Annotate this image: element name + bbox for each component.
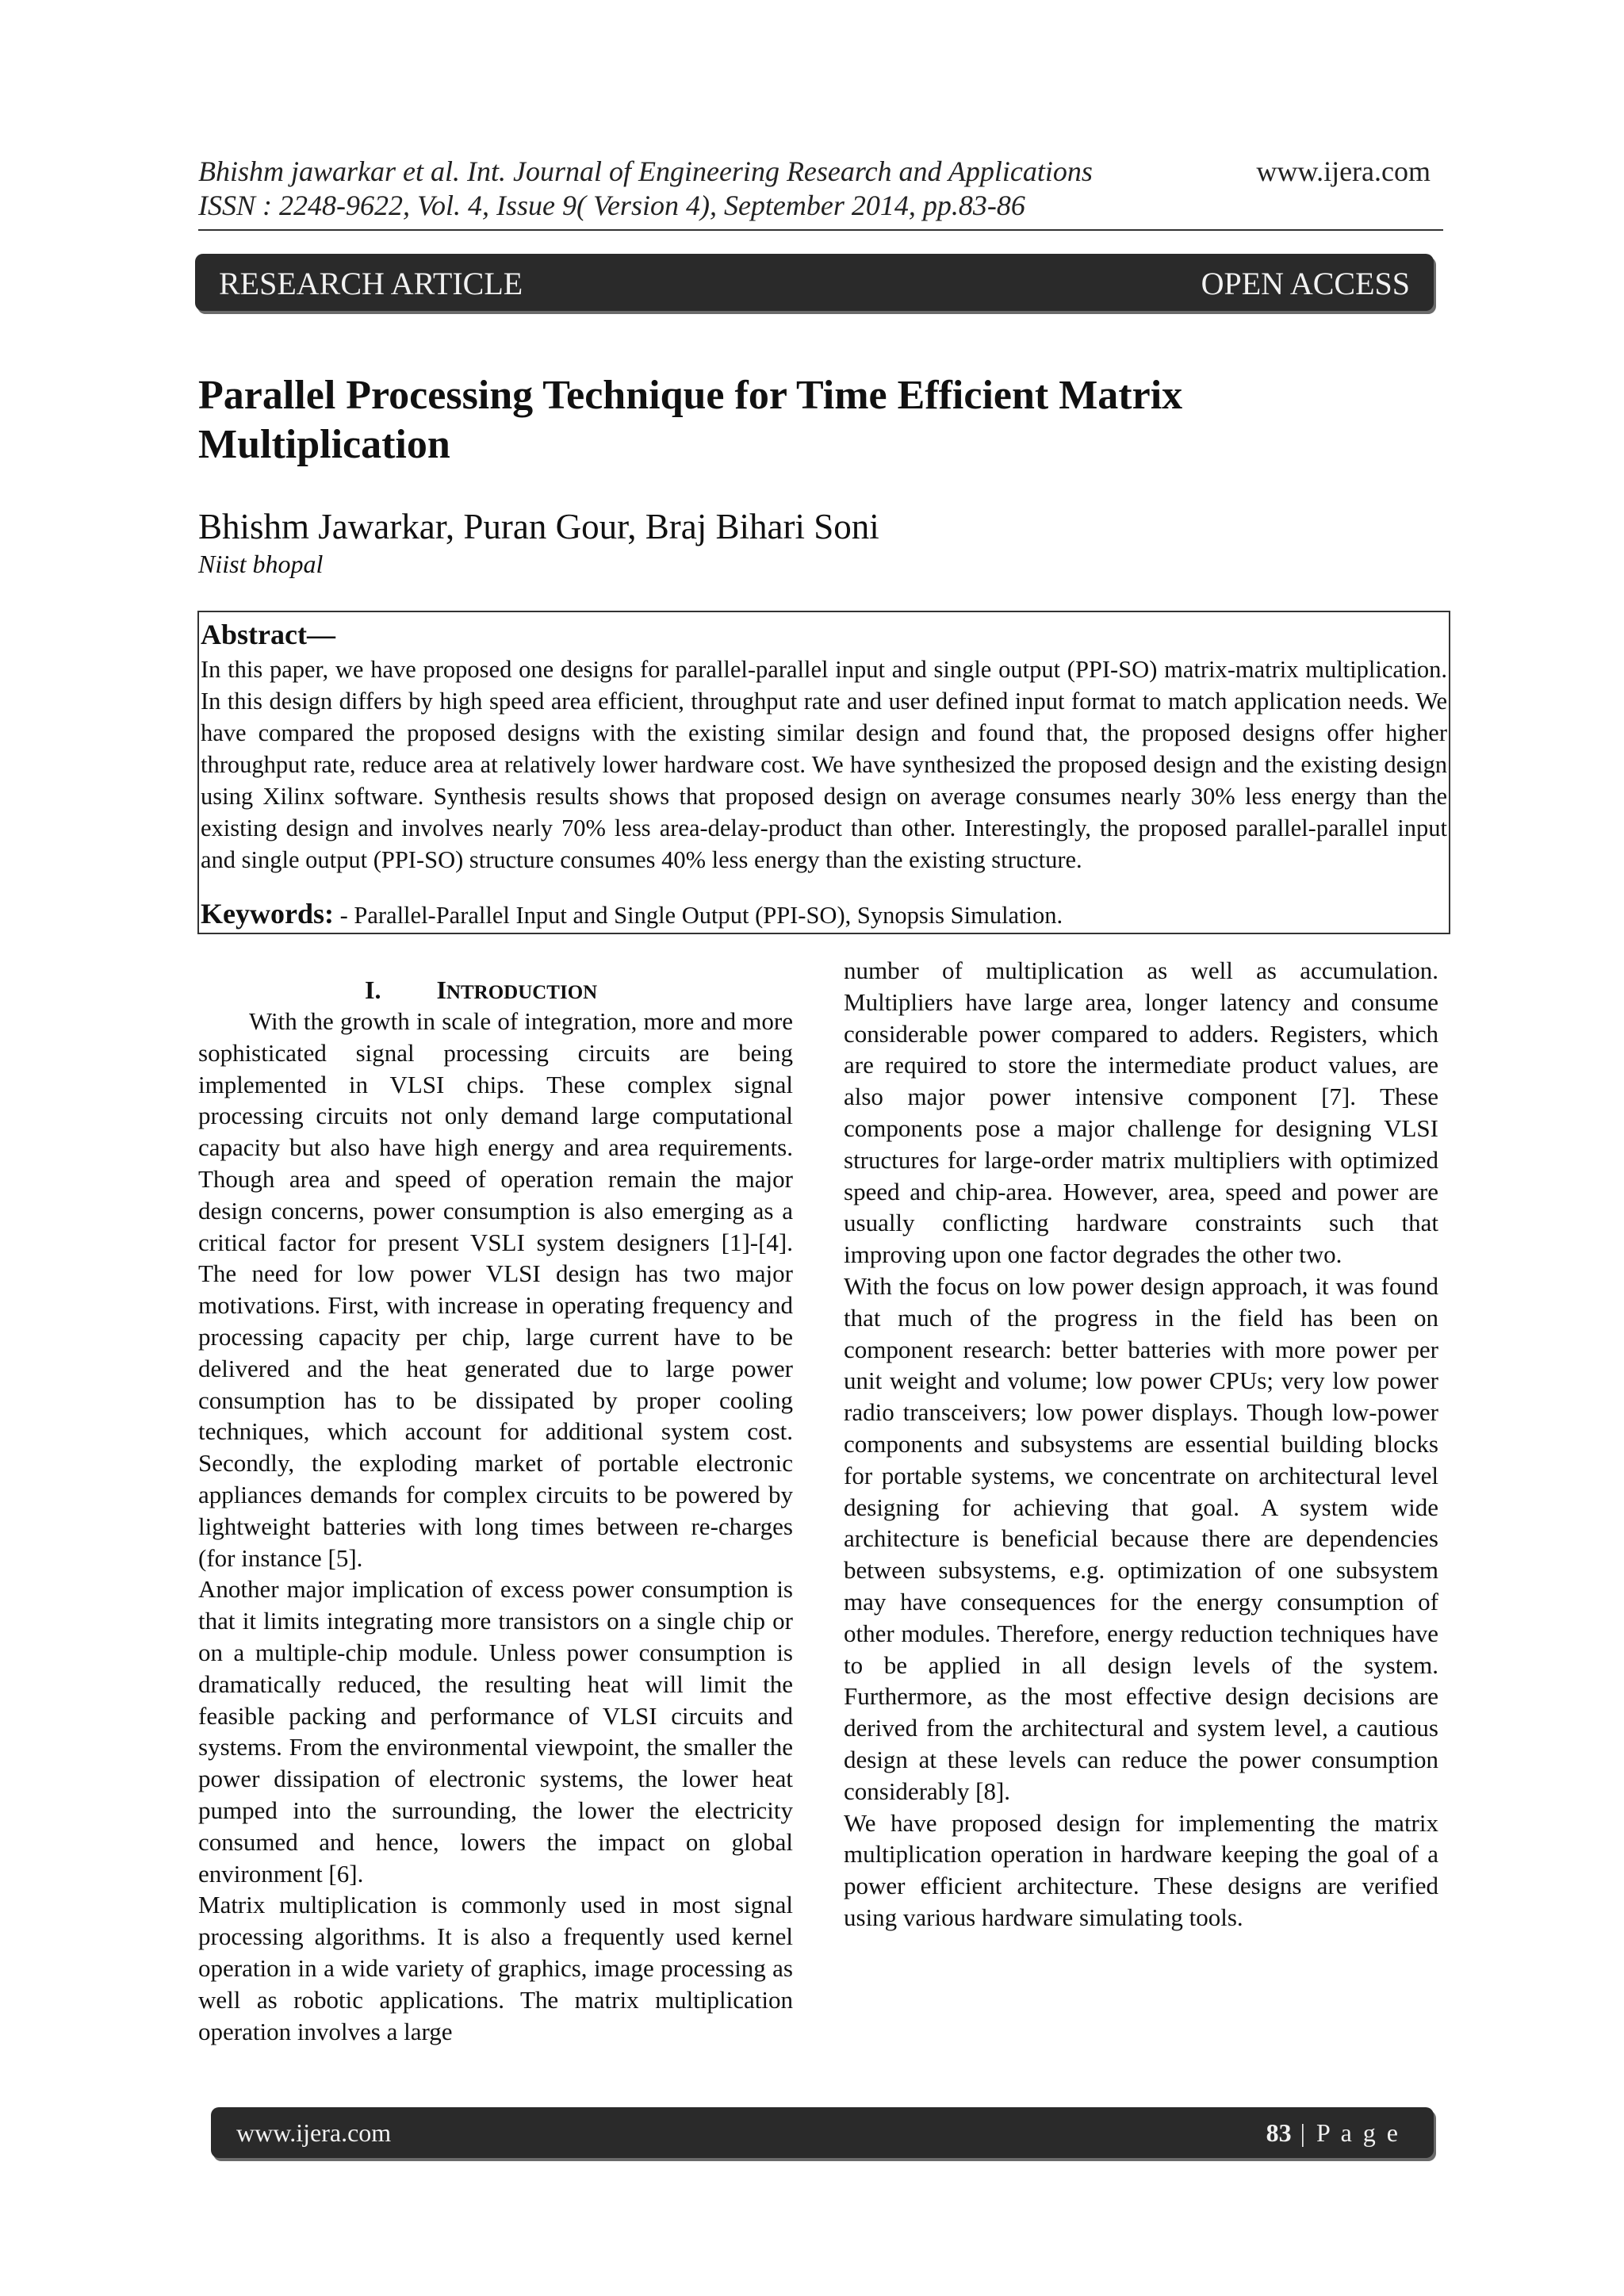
page-label: | P a g e bbox=[1291, 2118, 1400, 2147]
footer-website[interactable]: www.ijera.com bbox=[236, 2118, 392, 2147]
keywords-text: - Parallel-Parallel Input and Single Output (PPI-SO), Synopsis Simulation. bbox=[333, 902, 1063, 929]
page-number: 83 bbox=[1266, 2118, 1292, 2147]
citation-line-2: ISSN : 2248-9622, Vol. 4, Issue 9( Version 4), September 2014, pp.83-86 bbox=[198, 190, 1025, 221]
section-title-rest: NTRODUCTION bbox=[446, 982, 598, 1003]
section-heading-introduction bbox=[365, 974, 597, 1009]
right-column bbox=[844, 955, 1438, 1934]
article-type-banner bbox=[195, 254, 1434, 311]
header-divider bbox=[198, 229, 1443, 231]
left-column bbox=[198, 1006, 793, 2047]
abstract-box bbox=[197, 611, 1450, 934]
keywords bbox=[201, 898, 1063, 931]
right-paragraph-2: With the focus on low power design approach, it was found that much of the progress in the field has been on component research: better batteries with more power per unit weight and volume; low power CPUs; very low power radio transceivers; low power displays. Though low-power components and subsystems are essential building blocks for portable systems, we concentrate on architectural level designing for achieving that goal. A system wide architecture is beneficial because there are dependencies between subsystems, e.g. optimization of one subsystem may have consequences for the energy consumption of other modules. Therefore, energy reduction techniques have to be applied in all design levels of the system. Furthermore, as the most effective design decisions are derived from the architectural and system level, a cautious design at these levels can reduce the power consumption considerably [8]. bbox=[844, 1271, 1438, 1805]
right-paragraph-3: We have proposed design for implementing the matrix multiplication operation in hardware keeping the goal of a power efficient architecture. These designs are verified using various hardware simulating tools. bbox=[844, 1808, 1438, 1931]
left-paragraph-3: Matrix multiplication is commonly used in most signal processing algorithms. It is also a frequently used kernel operation in a wide variety of graphics, image processing as well as robotic applications. The matrix multiplication operation involves a large bbox=[198, 1891, 793, 2045]
research-article-label: RESEARCH ARTICLE bbox=[219, 266, 523, 301]
section-number: I. bbox=[365, 976, 381, 1004]
right-paragraph-1: number of multiplication as well as accumulation. Multipliers have large area, longer latency and consume considerable power compared to adders. Registers, which are required to store the intermediate product values, are also major power intensive component [7]. These components pose a major challenge for designing VLSI structures for large-order matrix multipliers with optimized speed and chip-area. However, area, speed and power are usually conflicting hardware constraints such that improving upon one factor degrades the other two. bbox=[844, 956, 1438, 1269]
open-access-label: OPEN ACCESS bbox=[1201, 266, 1410, 301]
paper-title: Parallel Processing Technique for Time Efficient Matrix Multiplication bbox=[198, 373, 1183, 467]
paper-authors: Bhishm Jawarkar, Puran Gour, Braj Bihari Soni bbox=[198, 507, 879, 546]
left-paragraph-2: Another major implication of excess power consumption is that it limits integrating more transistors on a single chip or on a multiple-chip module. Unless power consumption is dramatically reduced, the resulting heat will limit the feasible packing and performance of VLSI circuits and systems. From the environmental viewpoint, the smaller the power dissipation of electronic systems, the lower heat pumped into the surrounding, the lower the electricity consumed and hence, lowers the impact on global environment [6]. bbox=[198, 1575, 793, 1888]
section-title-initial: I bbox=[436, 976, 446, 1004]
journal-citation bbox=[198, 155, 1093, 223]
journal-website[interactable]: www.ijera.com bbox=[1256, 155, 1431, 187]
keywords-label: Keywords: bbox=[201, 898, 334, 930]
footer-page-number bbox=[1266, 2118, 1400, 2148]
left-paragraph-1: With the growth in scale of integration, more and more sophisticated signal processing circuits are being implemented in VLSI chips. These complex signal processing circuits not only demand large computational capacity but also have high energy and area requirements. Though area and speed of operation remain the major design concerns, power consumption is also emerging as a critical factor for present VSLI system designers [1]-[4]. The need for low power VLSI design has two major motivations. First, with increase in operating frequency and processing capacity per chip, large current have to be delivered and the heat generated due to large power consumption has to be dissipated by proper cooling techniques, which account for additional system cost. Secondly, the exploding market of portable electronic appliances demands for complex circuits to be powered by lightweight batteries with long times between re-charges (for instance [5]. bbox=[198, 1007, 793, 1572]
author-affiliation: Niist bhopal bbox=[198, 550, 324, 578]
page-footer bbox=[211, 2107, 1434, 2158]
citation-line-1: Bhishm jawarkar et al. Int. Journal of Engineering Research and Applications bbox=[198, 155, 1093, 187]
abstract-heading: Abstract— bbox=[201, 619, 335, 650]
abstract-text: In this paper, we have proposed one designs for parallel-parallel input and single output (PPI-SO) matrix-matrix multiplication. In this design differs by high speed area efficient, throughput rate and user defined input format to match application needs. We have compared the proposed designs with the existing similar design and found that, the proposed designs offer higher throughput rate, reduce area at relatively lower hardware cost. We have synthesized the proposed design and the existing design using Xilinx software. Synthesis results shows that proposed design on average consumes nearly 30% less energy than the existing design and involves nearly 70% less area-delay-product than other. Interestingly, the proposed parallel-parallel input and single output (PPI-SO) structure consumes 40% less energy than the existing structure. bbox=[201, 656, 1447, 873]
